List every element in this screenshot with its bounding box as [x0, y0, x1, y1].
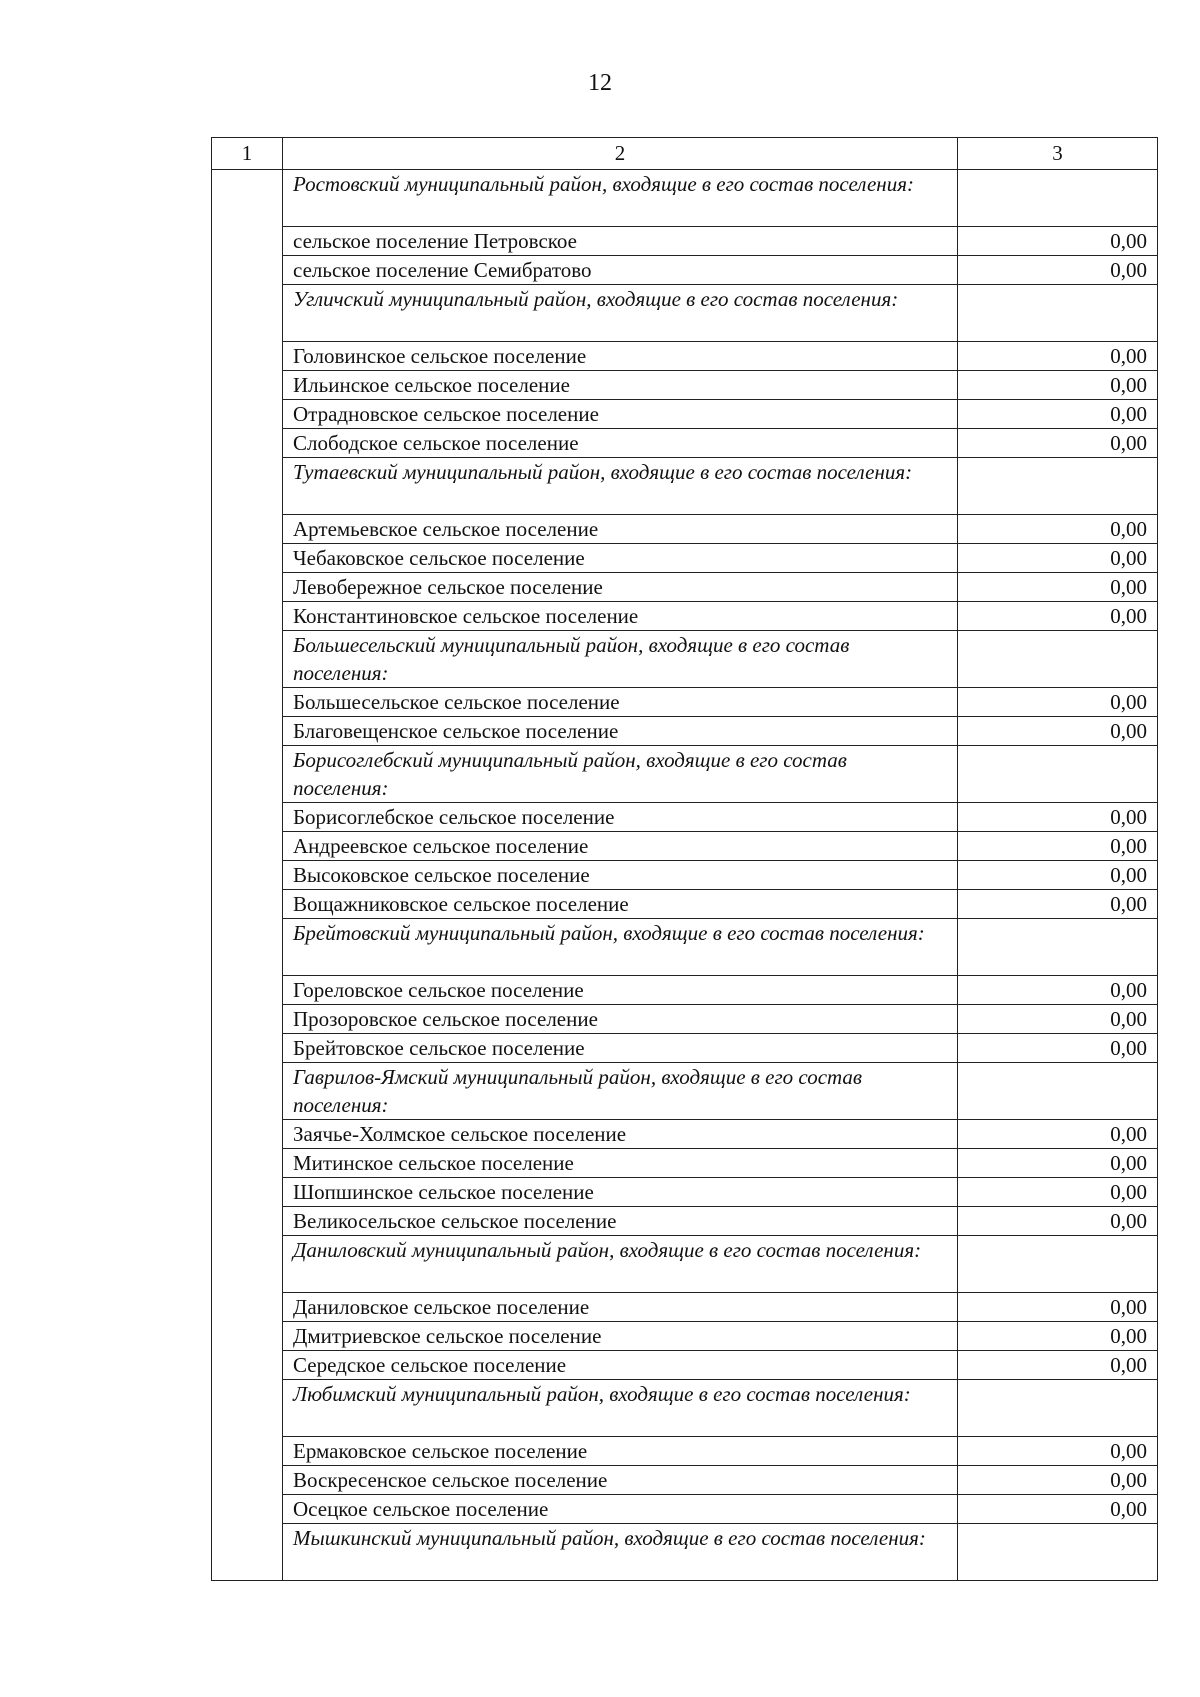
column-header-2: 2	[283, 138, 958, 170]
table-row	[212, 1034, 1158, 1063]
settlement-name: Великосельское сельское поселение	[283, 1207, 958, 1236]
table-row	[212, 1466, 1158, 1495]
table-row	[212, 429, 1158, 458]
district-name: Любимский муниципальный район, входящие в его состав поселения:	[283, 1380, 958, 1437]
settlements-table	[211, 137, 1158, 1581]
settlement-name: Отрадновское сельское поселение	[283, 400, 958, 429]
district-row	[212, 1063, 1158, 1120]
value-cell	[958, 1380, 1158, 1437]
value-cell	[958, 1063, 1158, 1120]
value-cell: 0,00	[958, 688, 1158, 717]
value-cell	[958, 919, 1158, 976]
district-row	[212, 285, 1158, 342]
settlement-name: Брейтовское сельское поселение	[283, 1034, 958, 1063]
value-cell: 0,00	[958, 1005, 1158, 1034]
district-row	[212, 1524, 1158, 1581]
settlement-name: Константиновское сельское поселение	[283, 602, 958, 631]
district-row	[212, 170, 1158, 227]
value-cell: 0,00	[958, 400, 1158, 429]
page-number: 12	[588, 70, 612, 96]
settlement-name: Большесельское сельское поселение	[283, 688, 958, 717]
value-cell: 0,00	[958, 1466, 1158, 1495]
value-cell: 0,00	[958, 1178, 1158, 1207]
table-row	[212, 1351, 1158, 1380]
table-row	[212, 832, 1158, 861]
value-cell: 0,00	[958, 544, 1158, 573]
settlement-name: Артемьевское сельское поселение	[283, 515, 958, 544]
settlement-name: Дмитриевское сельское поселение	[283, 1322, 958, 1351]
district-name: Большесельский муниципальный район, входящие в его состав поселения:	[283, 631, 958, 688]
value-cell: 0,00	[958, 602, 1158, 631]
value-cell: 0,00	[958, 256, 1158, 285]
value-cell: 0,00	[958, 1120, 1158, 1149]
settlement-name: Осецкое сельское поселение	[283, 1495, 958, 1524]
value-cell: 0,00	[958, 1437, 1158, 1466]
district-name: Брейтовский муниципальный район, входящие в его состав поселения:	[283, 919, 958, 976]
value-cell: 0,00	[958, 861, 1158, 890]
table-row	[212, 1149, 1158, 1178]
district-row	[212, 919, 1158, 976]
settlement-name: Чебаковское сельское поселение	[283, 544, 958, 573]
value-cell: 0,00	[958, 342, 1158, 371]
district-row	[212, 1380, 1158, 1437]
table-row	[212, 573, 1158, 602]
settlement-name: Даниловское сельское поселение	[283, 1293, 958, 1322]
column-header-1: 1	[212, 138, 283, 170]
value-cell: 0,00	[958, 1351, 1158, 1380]
table-row	[212, 515, 1158, 544]
settlement-name: Слободское сельское поселение	[283, 429, 958, 458]
value-cell: 0,00	[958, 1149, 1158, 1178]
settlement-name: Высоковское сельское поселение	[283, 861, 958, 890]
table-row	[212, 1120, 1158, 1149]
settlement-name: Гореловское сельское поселение	[283, 976, 958, 1005]
settlement-name: Митинское сельское поселение	[283, 1149, 958, 1178]
table-row	[212, 544, 1158, 573]
district-name: Гаврилов-Ямский муниципальный район, входящие в его состав поселения:	[283, 1063, 958, 1120]
table-row	[212, 861, 1158, 890]
table-row	[212, 1005, 1158, 1034]
district-name: Тутаевский муниципальный район, входящие в его состав поселения:	[283, 458, 958, 515]
settlement-name: Прозоровское сельское поселение	[283, 1005, 958, 1034]
settlement-name: Ермаковское сельское поселение	[283, 1437, 958, 1466]
table-row	[212, 371, 1158, 400]
settlement-name: Заячье-Холмское сельское поселение	[283, 1120, 958, 1149]
table-row	[212, 602, 1158, 631]
table-row	[212, 400, 1158, 429]
settlement-name: Андреевское сельское поселение	[283, 832, 958, 861]
value-cell: 0,00	[958, 976, 1158, 1005]
value-cell: 0,00	[958, 1322, 1158, 1351]
settlement-name: Вощажниковское сельское поселение	[283, 890, 958, 919]
district-name: Ростовский муниципальный район, входящие в его состав поселения:	[283, 170, 958, 227]
value-cell	[958, 458, 1158, 515]
settlement-name: Головинское сельское поселение	[283, 342, 958, 371]
table-row	[212, 688, 1158, 717]
district-row	[212, 458, 1158, 515]
district-name: Угличский муниципальный район, входящие в его состав поселения:	[283, 285, 958, 342]
value-cell	[958, 746, 1158, 803]
district-row	[212, 631, 1158, 688]
table-row	[212, 717, 1158, 746]
value-cell: 0,00	[958, 371, 1158, 400]
table-row	[212, 1293, 1158, 1322]
district-row	[212, 746, 1158, 803]
settlement-name: Середское сельское поселение	[283, 1351, 958, 1380]
column-header-3: 3	[958, 138, 1158, 170]
value-cell	[958, 1524, 1158, 1581]
value-cell: 0,00	[958, 1034, 1158, 1063]
value-cell: 0,00	[958, 573, 1158, 602]
value-cell: 0,00	[958, 1207, 1158, 1236]
table-row	[212, 227, 1158, 256]
settlement-name: сельское поселение Семибратово	[283, 256, 958, 285]
value-cell: 0,00	[958, 227, 1158, 256]
table-row	[212, 803, 1158, 832]
table-row	[212, 976, 1158, 1005]
value-cell	[958, 631, 1158, 688]
value-cell: 0,00	[958, 717, 1158, 746]
value-cell	[958, 170, 1158, 227]
value-cell: 0,00	[958, 1495, 1158, 1524]
value-cell: 0,00	[958, 890, 1158, 919]
settlement-name: Левобережное сельское поселение	[283, 573, 958, 602]
value-cell: 0,00	[958, 803, 1158, 832]
settlement-name: Воскресенское сельское поселение	[283, 1466, 958, 1495]
value-cell	[958, 1236, 1158, 1293]
settlement-name: Шопшинское сельское поселение	[283, 1178, 958, 1207]
value-cell: 0,00	[958, 429, 1158, 458]
district-name: Борисоглебский муниципальный район, входящие в его состав поселения:	[283, 746, 958, 803]
settlement-name: сельское поселение Петровское	[283, 227, 958, 256]
settlement-name: Благовещенское сельское поселение	[283, 717, 958, 746]
district-name: Даниловский муниципальный район, входящие в его состав поселения:	[283, 1236, 958, 1293]
table-row	[212, 1178, 1158, 1207]
value-cell: 0,00	[958, 515, 1158, 544]
table-row	[212, 342, 1158, 371]
settlement-name: Ильинское сельское поселение	[283, 371, 958, 400]
district-row	[212, 1236, 1158, 1293]
value-cell: 0,00	[958, 1293, 1158, 1322]
value-cell: 0,00	[958, 832, 1158, 861]
table-header-row	[212, 138, 1158, 170]
table-row	[212, 1495, 1158, 1524]
table-row	[212, 256, 1158, 285]
settlement-name: Борисоглебское сельское поселение	[283, 803, 958, 832]
table-row	[212, 1207, 1158, 1236]
table-row	[212, 890, 1158, 919]
value-cell	[958, 285, 1158, 342]
number-cell	[212, 170, 283, 1581]
table-row	[212, 1322, 1158, 1351]
district-name: Мышкинский муниципальный район, входящие в его состав поселения:	[283, 1524, 958, 1581]
table-row	[212, 1437, 1158, 1466]
